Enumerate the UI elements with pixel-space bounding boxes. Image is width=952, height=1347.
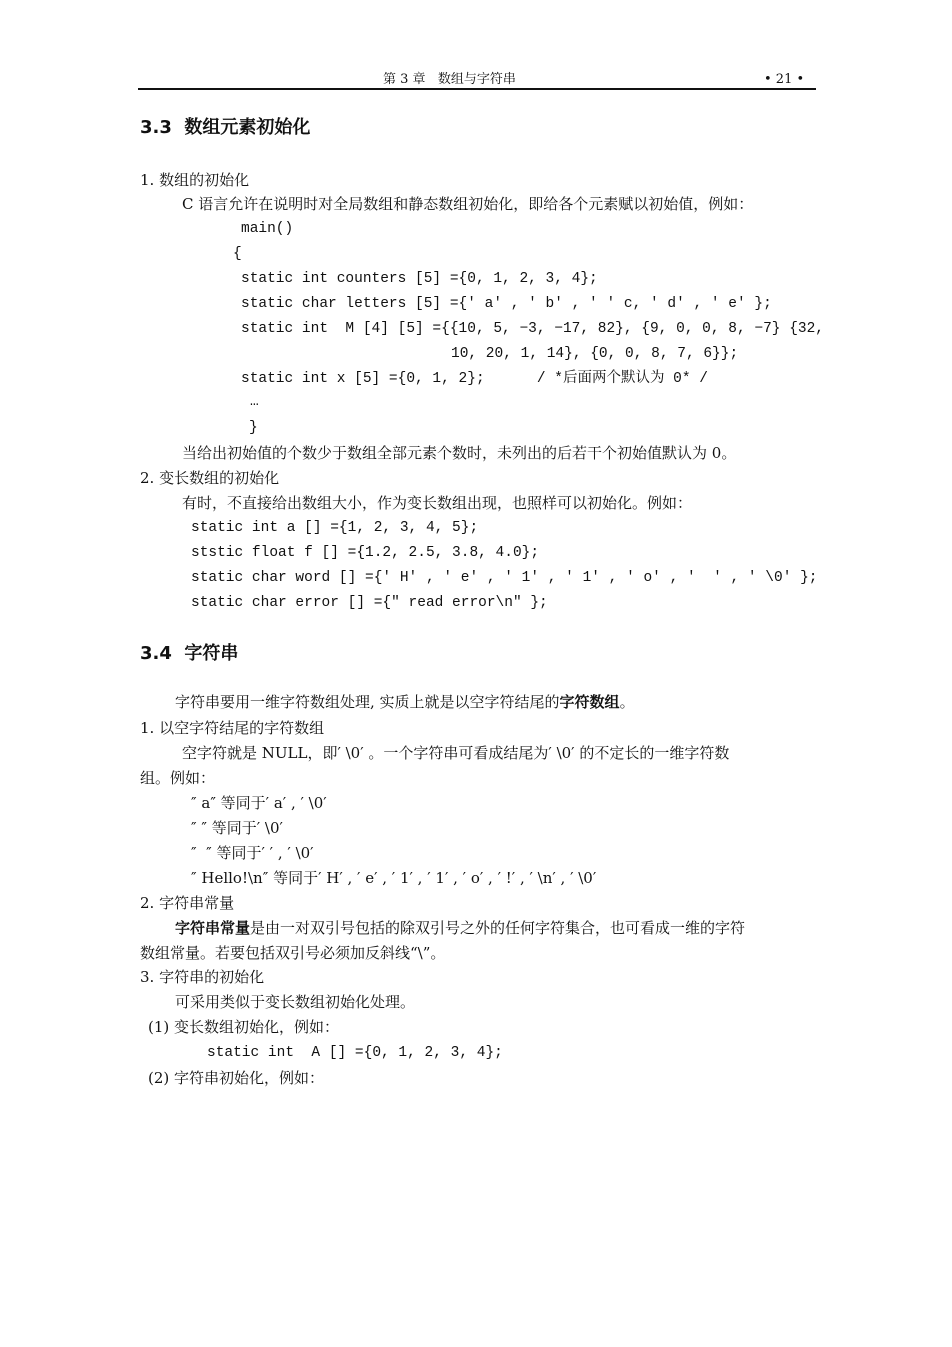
running-header-chapter: 第 3 章 数组与字符串 (383, 72, 516, 87)
string-constant-term: 字符串常量 (175, 919, 251, 937)
paragraph-null-char-line2: 组。例如： (140, 769, 216, 787)
paragraph-string-constant-line2: 数组常量。若要包括双引号必须加反斜线“\”。 (140, 944, 446, 962)
intro-text: 字符串要用一维字符数组处理, 实质上就是以空字符结尾的 (175, 693, 560, 711)
code-line: main() (241, 221, 294, 237)
code-line: … (250, 394, 259, 410)
example-line: ″ Hello!\n″ 等同于′ H′ , ′ e′ , ′ 1′ , ′ 1′ , ′ o′ , ′ !′ , ′ \n′ , ′ \0′ (191, 869, 597, 887)
section-title-3-4: 3.4 字符串 (140, 643, 239, 664)
sub-item-string-init: (2) 字符串初始化，例如： (148, 1069, 325, 1087)
code-line: static int a [] ={1, 2, 3, 4, 5}; (191, 520, 479, 536)
item-title-variable-array: 2. 变长数组的初始化 (140, 469, 280, 487)
string-constant-text: 是由一对双引号包括的除双引号之外的任何字符集合，也可看成一维的字符 (250, 919, 746, 937)
code-line: static char error [] ={″ read error\n″ }; (191, 595, 548, 611)
item-title-string-constant: 2. 字符串常量 (140, 894, 235, 912)
code-line: { (233, 246, 242, 262)
item-title-array-init: 1. 数组的初始化 (140, 171, 250, 189)
sub-item-variable-array-init: (1) 变长数组初始化，例如： (148, 1018, 340, 1036)
code-line: 10, 20, 1, 14}, {0, 0, 8, 7, 6}}; (451, 346, 739, 362)
code-line: static int x [5] ={0, 1, 2}; / *后面两个默认为 0* / (241, 371, 708, 387)
paragraph-string-constant-line1 (175, 918, 745, 938)
page-number: • 21 • (764, 72, 805, 87)
example-line: ″ ″ 等同于′ ′ , ′ \0′ (191, 844, 314, 862)
paragraph-variable-array-intro: 有时，不直接给出数组大小，作为变长数组出现，也照样可以初始化。例如： (182, 494, 693, 512)
section-title-3-3: 3.3 数组元素初始化 (140, 117, 311, 138)
code-line: static int counters [5] ={0, 1, 2, 3, 4}; (241, 271, 598, 287)
code-line: static int M [4] [5] ={{10, 5, −3, −17, 82}, {9, 0, 0, 8, −7} {32, (241, 321, 824, 337)
code-line: static char word [] ={′ H′ , ′ e′ , ′ 1′ , ′ 1′ , ′ o′ , ′ ′ , ′ \0′ }; (191, 570, 818, 586)
paragraph-default-values-note: 当给出初始值的个数少于数组全部元素个数时，未列出的后若干个初始值默认为 0。 (182, 444, 737, 462)
code-line-variable-array-init: static int A [] ={0, 1, 2, 3, 4}; (207, 1045, 503, 1061)
code-line: } (249, 420, 258, 436)
code-line: ststic float f [] ={1.2, 2.5, 3.8, 4.0}; (191, 545, 540, 561)
code-line: static char letters [5] ={′ a′ , ′ b′ , ′ ′ c, ′ d′ , ′ e′ }; (241, 296, 772, 312)
paragraph-array-init-intro: C 语言允许在说明时对全局数组和静态数组初始化，即给各个元素赋以初始值，例如： (182, 195, 754, 213)
item-title-string-init: 3. 字符串的初始化 (140, 968, 265, 986)
header-rule (138, 88, 816, 90)
paragraph-string-intro (175, 692, 635, 712)
item-title-null-terminated: 1. 以空字符结尾的字符数组 (140, 719, 325, 737)
example-line: ″ a″ 等同于′ a′ , ′ \0′ (191, 794, 327, 812)
paragraph-string-init-intro: 可采用类似于变长数组初始化处理。 (175, 993, 416, 1011)
paragraph-null-char-line1: 空字符就是 NULL，即′ \0′ 。一个字符串可看成结尾为′ \0′ 的不定长的一维字符数 (182, 744, 730, 762)
example-line: ″ ″ 等同于′ \0′ (191, 819, 283, 837)
intro-suffix: 。 (619, 693, 635, 711)
intro-bold-term: 字符数组 (559, 693, 620, 711)
